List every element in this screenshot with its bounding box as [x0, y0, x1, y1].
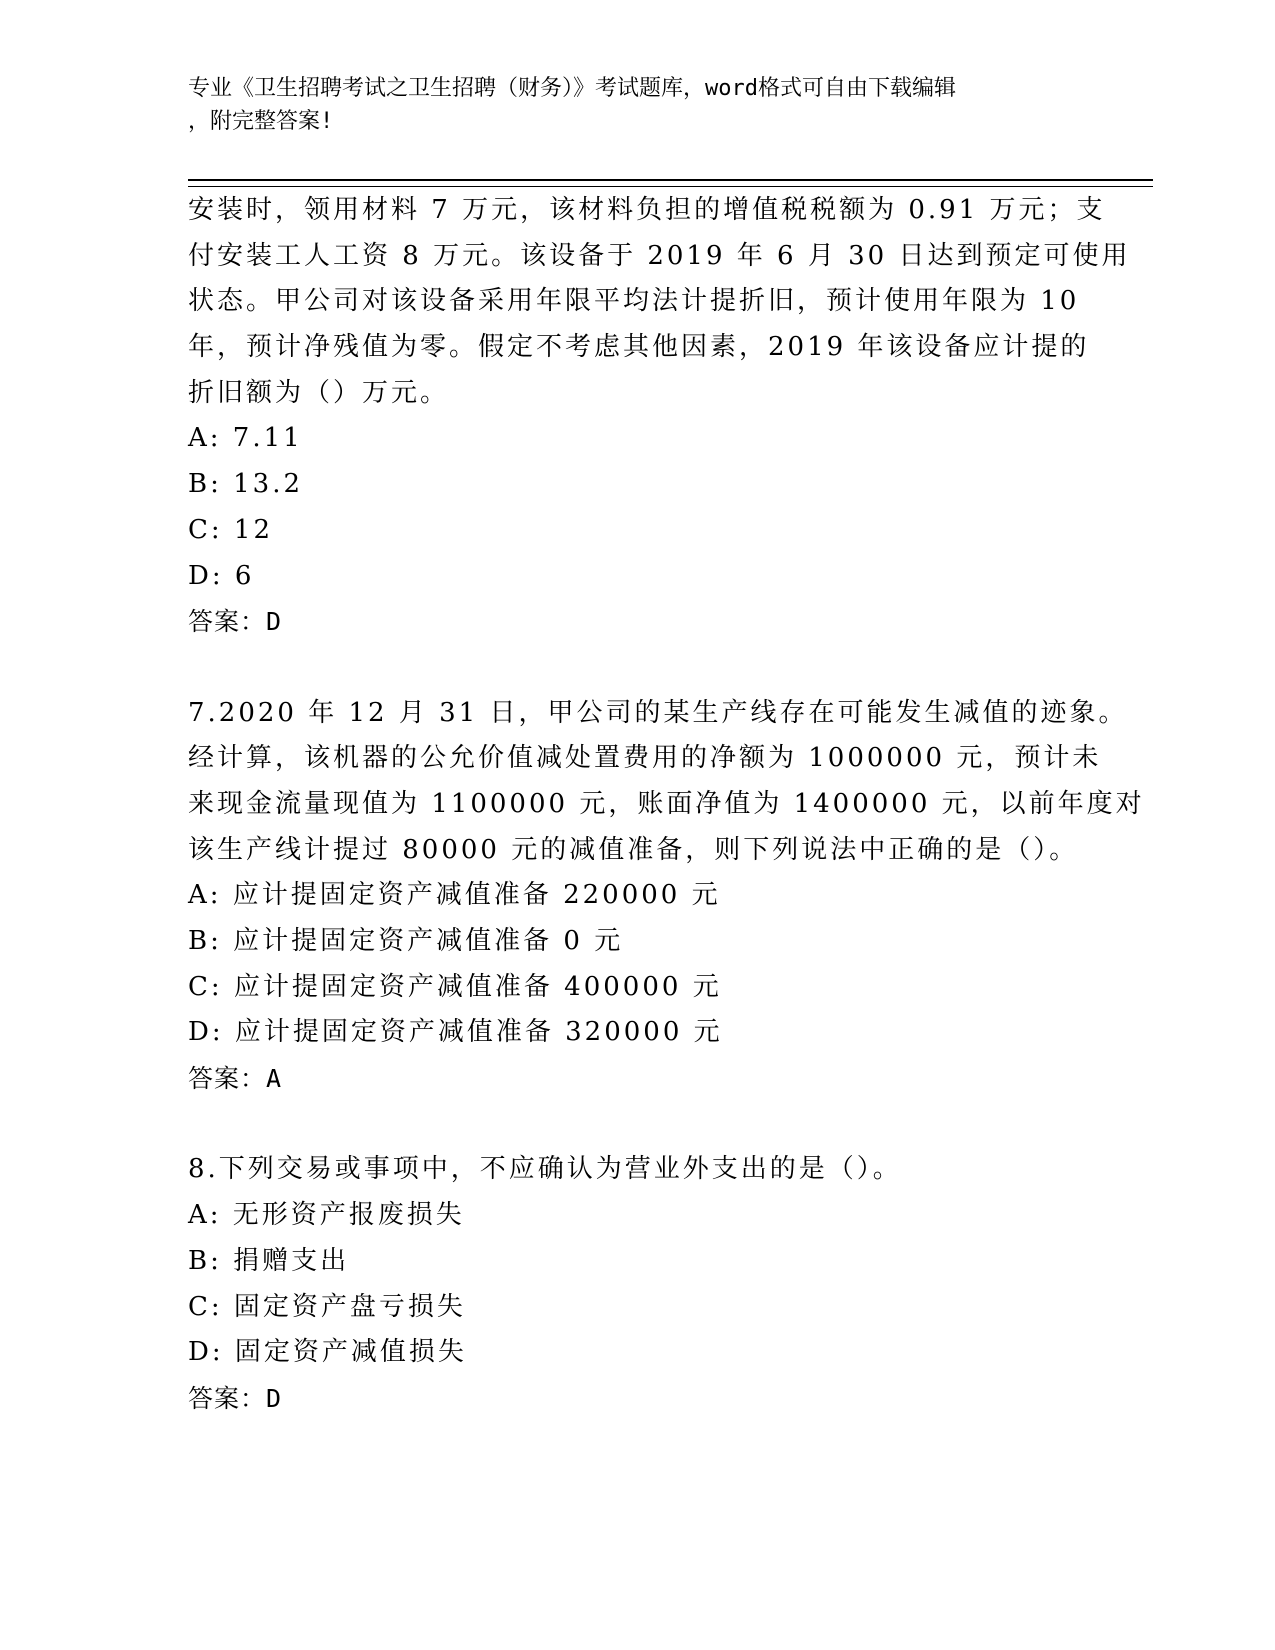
- question-stem-line: 折旧额为（）万元。: [188, 377, 450, 408]
- question-stem-line: 年，预计净残值为零。假定不考虑其他因素，2019 年该设备应计提的: [188, 332, 1090, 363]
- question-stem-line: 该生产线计提过 80000 元的减值准备，则下列说法中正确的是（）。: [188, 834, 1079, 865]
- question-6: [188, 188, 1131, 645]
- option-a: A: 7.11: [188, 423, 303, 454]
- option-b: B: 应计提固定资产减值准备 0 元: [188, 926, 624, 956]
- question-stem-line: 经计算，该机器的公允价值减处置费用的净额为 1000000 元，预计未: [188, 743, 1102, 774]
- answer-label: 答案：D: [188, 607, 283, 637]
- option-a: A: 无形资产报废损失: [188, 1200, 465, 1231]
- option-c: C: 应计提固定资产减值准备 400000 元: [188, 971, 722, 1002]
- question-stem-line: 安装时，领用材料 7 万元，该材料负担的增值税税额为 0.91 万元；支: [188, 195, 1106, 225]
- header-line-1: 专业《卫生招聘考试之卫生招聘（财务）》考试题库，word格式可自由下载编辑: [188, 76, 956, 101]
- question-stem-line: 付安装工人工资 8 万元。该设备于 2019 年 6 月 30 日达到预定可使用: [188, 240, 1131, 271]
- option-c: C: 固定资产盘亏损失: [188, 1291, 466, 1322]
- question-stem-line: 8.下列交易或事项中，不应确认为营业外支出的是（）。: [188, 1154, 902, 1185]
- option-b: B: 捐赠支出: [188, 1245, 350, 1276]
- option-d: D: 固定资产减值损失: [188, 1337, 467, 1368]
- option-c: C: 12: [188, 514, 274, 545]
- header-rule-thin: [188, 186, 1153, 187]
- question-stem-line: 状态。甲公司对该设备采用年限平均法计提折旧，预计使用年限为 10: [188, 286, 1080, 317]
- question-7: [188, 691, 1145, 1102]
- option-a: A: 应计提固定资产减值准备 220000 元: [188, 880, 721, 911]
- option-b: B: 13.2: [188, 469, 304, 500]
- question-stem-line: 7.2020 年 12 月 31 日，甲公司的某生产线存在可能发生减值的迹象。: [188, 697, 1128, 728]
- question-8: [188, 1147, 1088, 1421]
- question-separator: [188, 645, 1088, 691]
- document-header: [188, 72, 1078, 138]
- question-separator: [188, 1102, 1088, 1148]
- answer-label: 答案：D: [188, 1383, 283, 1413]
- answer-label: 答案：A: [188, 1064, 283, 1094]
- option-d: D: 6: [188, 560, 255, 591]
- header-rule-thick: [188, 179, 1153, 181]
- document-body: [188, 188, 1145, 1422]
- question-stem-line: 来现金流量现值为 1100000 元，账面净值为 1400000 元，以前年度对: [188, 788, 1145, 819]
- option-d: D: 应计提固定资产减值准备 320000 元: [188, 1017, 723, 1048]
- header-line-2: ，附完整答案!: [188, 109, 334, 134]
